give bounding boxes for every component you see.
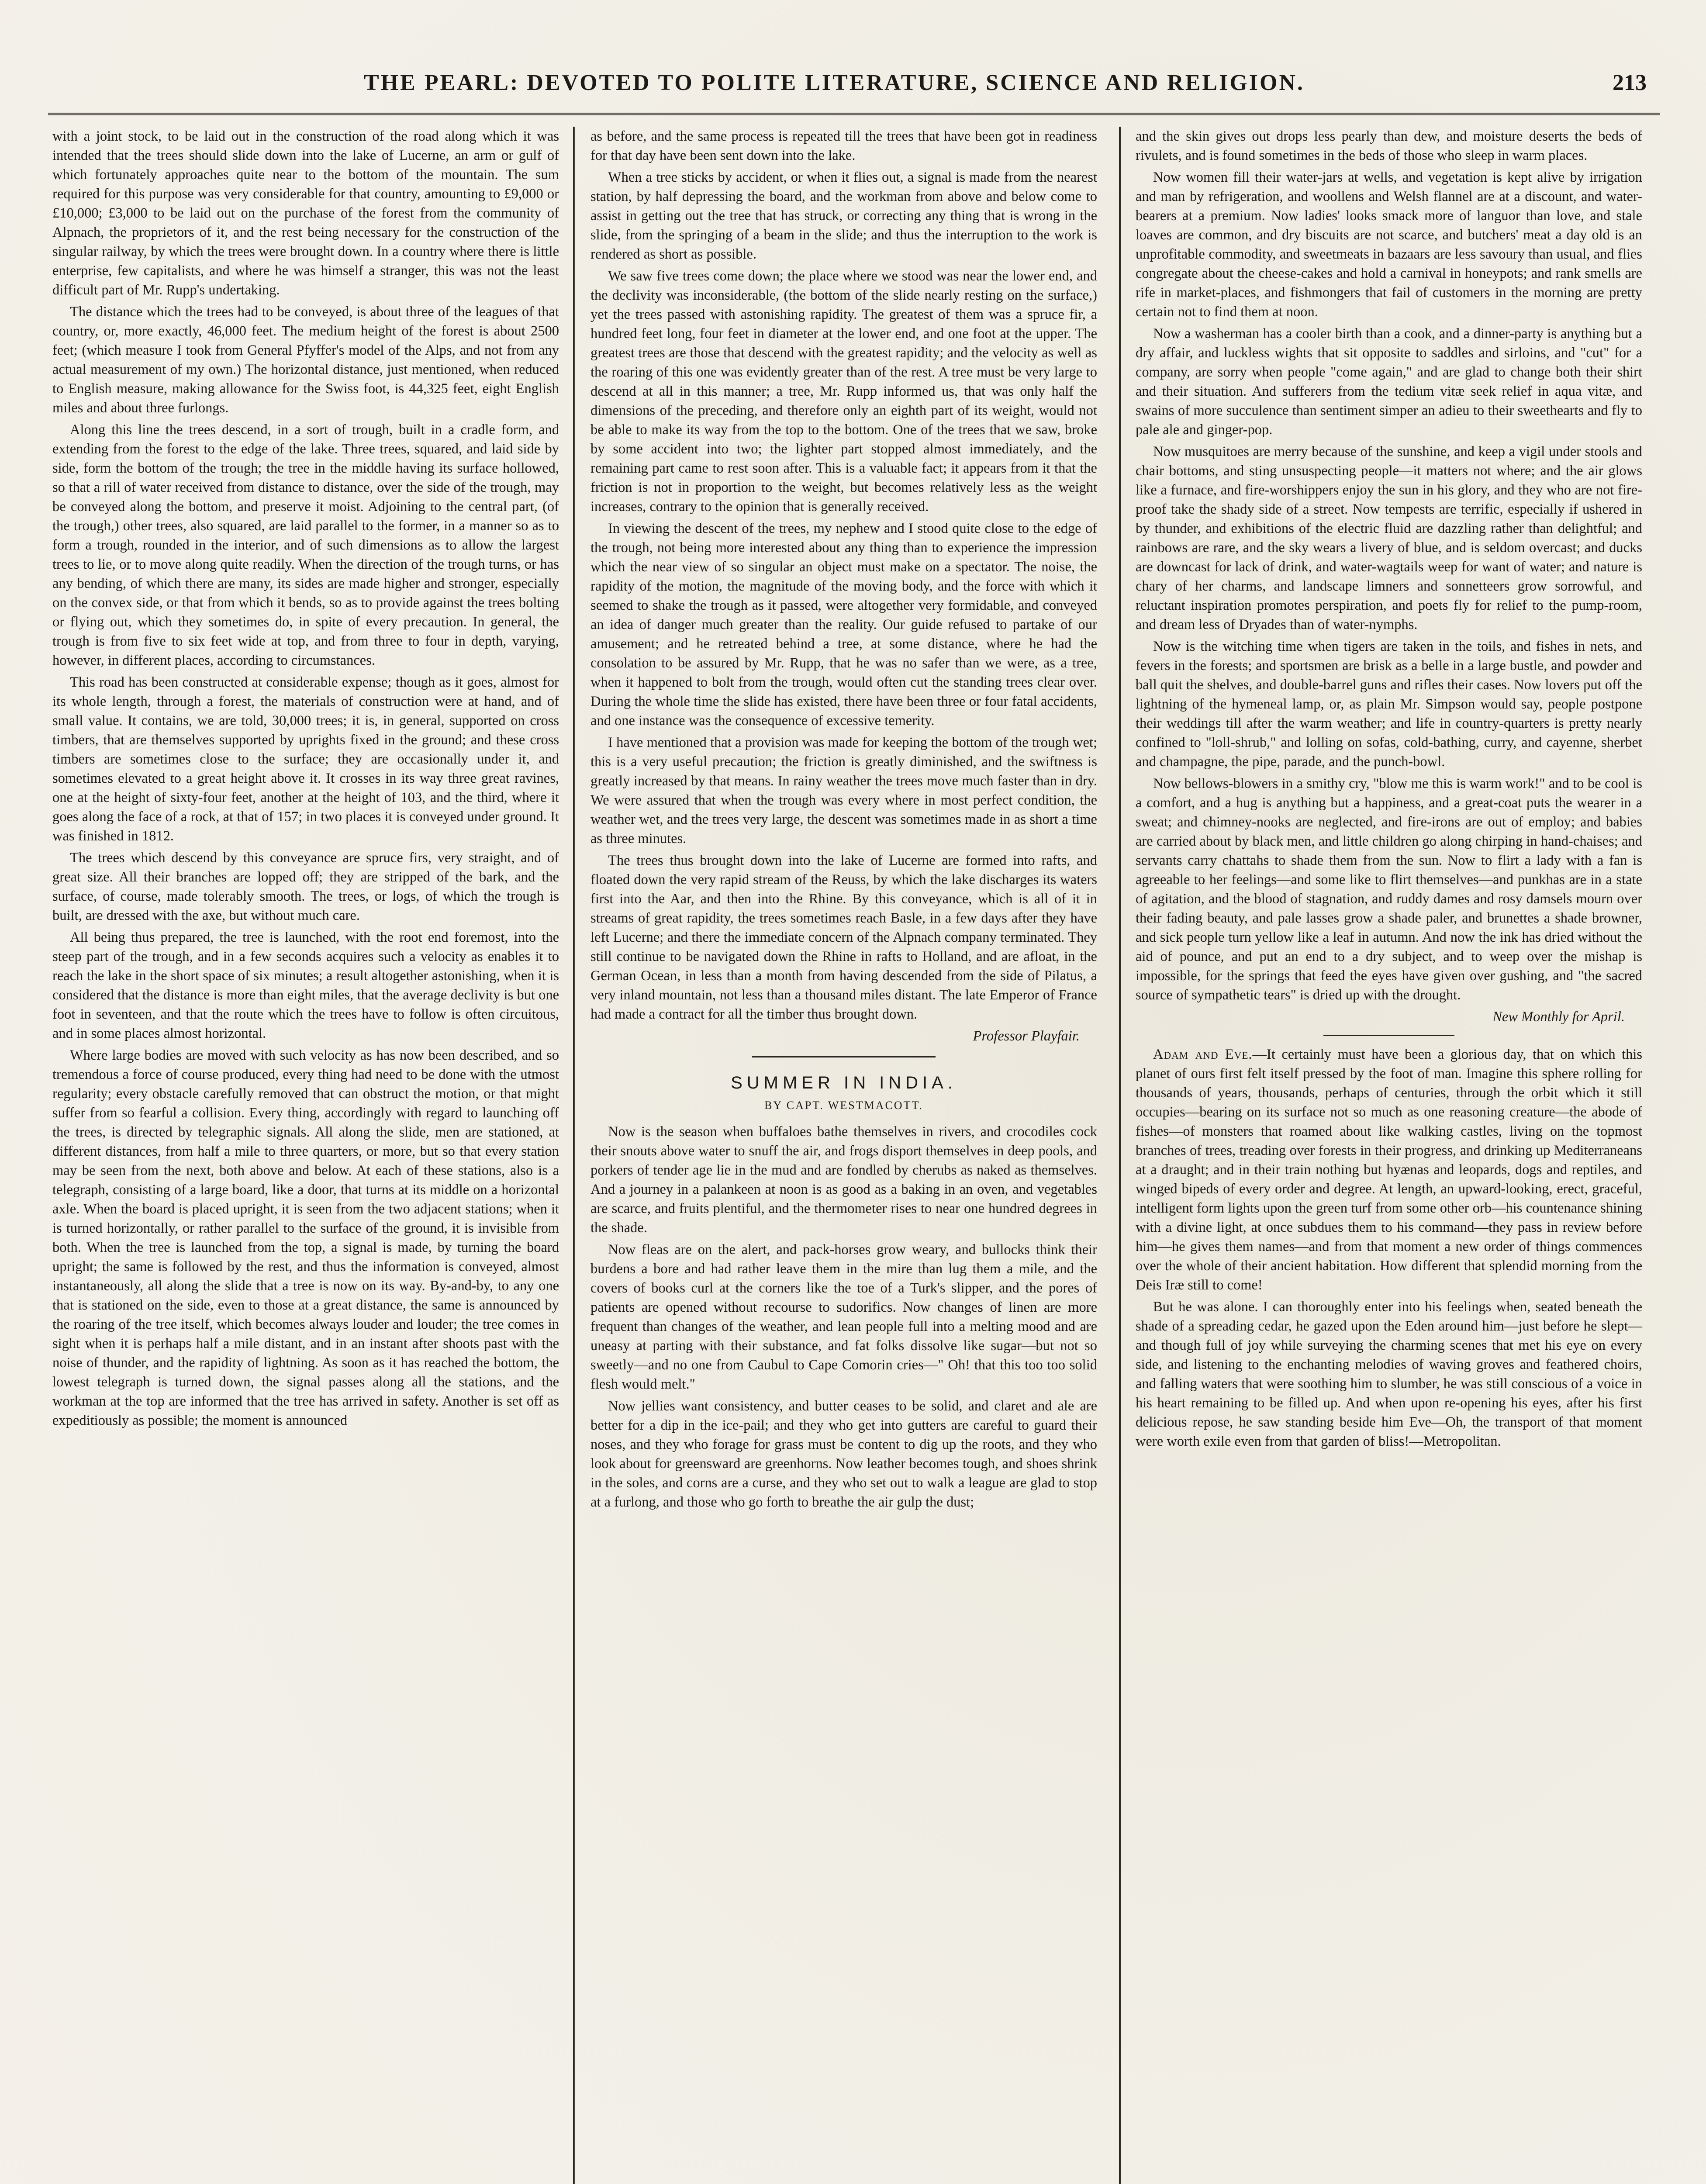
paragraph: Now a washerman has a cooler birth than a cook, and a dinner-party is anything but a dry affair, and luckless wights that sit opposite to saddles and sirloins, and "cut" for a company, are sorry when people "come again," and are glad to change both their shirt and their situation. And sufferers from the tedium vitæ seek relief in aqua vitæ, and swains of more succulence than sentiment simper an adieu to their sweethearts and fly to pale ale and ginger-pop. — [1136, 326, 1642, 438]
masthead-title: THE PEARL: DEVOTED TO POLITE LITERATURE, SCIENCE AND RELIGION. — [363, 70, 1305, 95]
signature-playfair: Professor Playfair. — [973, 1028, 1080, 1044]
section-rule — [1323, 1035, 1454, 1036]
paragraph: I have mentioned that a provision was made for keeping the bottom of the trough wet; this is a very useful precaution; the friction is greatly diminished, and the swiftness is greatly increased by that means. In rainy weather the trees move much faster than in dry. We were assured that when the trough was every where in most perfect condition, the weather wet, and the trees very large, the descent was sometimes made in as short a time as three minutes. — [591, 735, 1097, 847]
signature-new-monthly: New Monthly for April. — [1492, 1009, 1625, 1025]
article-lead-adam-and-eve: Adam and Eve. — [1153, 1047, 1253, 1062]
paragraph: Now is the season when buffaloes bathe themselves in rivers, and crocodiles cock their snouts above water to snuff the air, and frogs disport themselves in deep pools, and porkers of tender age lie in the mud and are fondled by cherubs as naked as themselves. And a journey in a palankeen at noon is as good as a baking in an oven, and vegetables are scarce, and fruits plentiful, and the thermometer rises to near one hundred degrees in the shade. — [591, 1124, 1097, 1236]
column-1 — [52, 127, 559, 1433]
paragraph: In viewing the descent of the trees, my nephew and I stood quite close to the edge of the trough, not being more interested about any thing than to experience the impression which the near view of so singular an object must make on a spectator. The noise, the rapidity of the motion, the magnitude of the moving body, and the force with which it seemed to shake the trough as it passed, were altogether very formidable, and conveyed an idea of danger much greater than the reality. Our guide refused to partake of our amusement; and he retreated behind a tree, at some distance, where he had the consolation to be assured by Mr. Rupp, that he was no safer than we were, as a tree, when it happened to bolt from the trough, would often cut the standing trees clear over. During the whole time the slide has existed, there have been three or four fatal accidents, and one instance was the consequence of excessive temerity. — [591, 521, 1097, 729]
paragraph: All being thus prepared, the tree is launched, with the root end foremost, into the steep part of the trough, and in a few seconds acquires such a velocity as enables it to reach the lake in the short space of six minutes; a result altogether astonishing, when it is considered that the distance is more than eight miles, that the average declivity is but one foot in seventeen, and that the route which the trees have to follow is often circuitous, and in some places almost horizontal. — [52, 930, 559, 1041]
column-2 — [591, 127, 1097, 1514]
column-3 — [1136, 127, 1642, 1454]
paragraph: The trees thus brought down into the lake of Lucerne are formed into rafts, and floated down the very rapid stream of the Reuss, by which the lake discharges its waters first into the Aar, and then into the Rhine. By this conveyance, which is all of it in streams of great rapidity, the trees sometimes reach Basle, in a few days after they have left Lucerne; and there the immediate concern of the Alpnach company terminated. They still continue to be navigated down the Rhine in rafts to Holland, and are afloat, in the German Ocean, in less than a month from having descended from the side of Pilatus, a very inland mountain, not less than a thousand miles distant. The late Emperor of France had made a contract for all the timber thus brought down. — [591, 853, 1097, 1022]
header-rule — [48, 113, 1660, 115]
paragraph: as before, and the same process is repeated till the trees that have been got in readiness for that day have been sent down into the lake. — [591, 128, 1097, 163]
paragraph: When a tree sticks by accident, or when it flies out, a signal is made from the nearest station, by half depressing the board, and the workman from above and below come to assist in getting out the tree that has struck, or correcting any thing that is wrong in the slide, from the springing of a beam in the slide; and thus the interruption to the work is rendered as short as possible. — [591, 169, 1097, 262]
paragraph: This road has been constructed at considerable expense; though as it goes, almost for its whole length, through a forest, the materials of construction were at hand, and of small value. It contains, we are told, 30,000 trees; it is, in general, supported on cross timbers, that are themselves supported by uprights fixed in the ground; and these cross timbers are sometimes close to the surface; they are occasionally under it, and sometimes elevated to a great height above it. It crosses in its way three great ravines, one at the height of sixty-four feet, another at the height of 103, and the third, where it goes along the face of a rock, at that of 157; in two places it is conveyed under ground. It was finished in 1812. — [52, 674, 559, 844]
paragraph: Where large bodies are moved with such velocity as has now been described, and so tremendous a force of course produced, every thing had need to be done with the utmost regularity; every obstacle carefully removed that can obstruct the motion, or that might suffer from so fearful a collision. Every thing, accordingly with regard to launching off the trees, is directed by telegraphic signals. All along the slide, men are stationed, at different distances, from half a mile to three quarters, or more, but so that every station may be seen from the next, both above and below. At each of these stations, also is a telegraph, consisting of a large board, like a door, that turns at its middle on a horizontal axle. When the board is placed upright, it is seen from the two adjacent stations; when it is turned horizontally, or rather parallel to the surface of the ground, it is invisible from both. When the tree is launched from the top, a signal is made, by turning the board upright; the same is followed by the rest, and thus the information is conveyed, almost instantaneously, all along the slide that a tree is now on its way. By-and-by, to any one that is stationed on the side, even to those at a great distance, the same is announced by the roaring of the tree itself, which becomes always louder and louder; the tree comes in sight when it is perhaps half a mile distant, and in an instant after shoots past with the noise of thunder, and the rapidity of lightning. As soon as it has reached the bottom, the lowest telegraph is turned down, the signal passes along all the stations, and the workman at the top are informed that the tree has arrived in safety. Another is set off as expeditiously as possible; the moment is announced — [52, 1047, 559, 1428]
column-divider-1 — [573, 127, 575, 2184]
paragraph: Now fleas are on the alert, and pack-horses grow weary, and bullocks think their burdens a bore and had rather leave them in the mire than lug them a mile, and the covers of books curl at the corners like the toe of a Turk's slipper, and the pores of patients are opened without recourse to sudorifics. Now changes of linen are more frequent than changes of the weather, and lean people full into a melting mood and are uneasy at parting with their substance, and fat folks dissolve like sugar—but not so sweetly—and no one from Caubul to Cape Comorin cries—" Oh! that this too too solid flesh would melt." — [591, 1242, 1097, 1392]
masthead — [48, 70, 1660, 109]
paragraph: Along this line the trees descend, in a sort of trough, built in a cradle form, and extending from the forest to the edge of the lake. Three trees, squared, and laid side by side, form the bottom of the trough; the tree in the middle having its surface hollowed, so that a rill of water received from distance to distance, over the side of the trough, may be conveyed along the bottom, and preserve it moist. Adjoining to the central part, (of the trough,) other trees, also squared, are laid parallel to the former, in a manner so as to form a trough, rounded in the interior, and of such dimensions as to allow the largest trees to lie, or to move along quite readily. When the direction of the trough turns, or has any bending, of which there are many, its sides are made higher and stronger, especially on the convex side, or that from which it bends, so as to provide against the trees bolting or flying out, which they sometimes do, in spite of every precaution. In general, the trough is from five to six feet wide at top, and from three to four in depth, varying, however, in different places, according to circumstances. — [52, 422, 559, 668]
section-rule — [752, 1056, 936, 1057]
paragraph: The trees which descend by this conveyance are spruce firs, very straight, and of great size. All their branches are lopped off; they are stripped of the bark, and the surface, of course, made tolerably smooth. The trees, or logs, of which the trough is built, are dressed with the axe, but without much care. — [52, 850, 559, 923]
page-number: 213 — [1613, 70, 1647, 95]
paragraph: The distance which the trees had to be conveyed, is about three of the leagues of that country, or, more exactly, 46,000 feet. The medium height of the forest is about 2500 feet; (which measure I took from General Pfyffer's model of the Alps, and not from any actual measurement of my own.) The horizontal distance, just mentioned, when reduced to English measure, making allowance for the Swiss foot, is 44,325 feet, eight English miles and about three furlongs. — [52, 304, 559, 416]
paragraph: Now jellies want consistency, and butter ceases to be solid, and claret and ale are better for a dip in the ice-pail; and they who get into gutters are careful to guard their noses, and they who forage for grass must be content to dig up the roots, and they who look about for greensward are greenhorns. Now leather becomes tough, and shoes shrink in the soles, and corns are a curse, and they who set out to walk a league are glad to stop at a furlong, and those who go forth to breathe the air gulp the dust; — [591, 1398, 1097, 1510]
paragraph: Now bellows-blowers in a smithy cry, "blow me this is warm work!" and to be cool is a comfort, and a hug is anything but a happiness, and a great-coat puts the wearer in a sweat; and chimney-nooks are neglected, and fire-irons are out of employ; and babies are carried about by black men, and little children go along chirping in hand-chaises; and servants carry chattahs to shade them from the sun. Now to flirt a lady with a fan is agreeable to her feelings—and some like to flirt themselves—and punkhas are in a state of agitation, and the blood of stagnation, and ruddy dames and rosy damsels mourn over their fading beauty, and pale lasses grow a shade paler, and brunettes a shade browner, and sick people turn yellow like a leaf in autumn. And now the ink has dried without the aid of pounce, and put an end to a dry subject, and to weep over the mishap is impossible, for the springs that feed the eyes have given over gushing, and "the sacred source of sympathetic tears" is dried up with the drought. — [1136, 776, 1642, 1003]
article-heading-summer-in-india: SUMMER IN INDIA. — [731, 1073, 957, 1092]
paragraph-text: —It certainly must have been a glorious day, that on which this planet of ours first felt itself pressed by the foot of man. Imagine this sphere rolling for thousands of years, thousands, perhaps of centuries, through the orbit which it still occupies—bearing on its surface not so much as one reasoning creature—the abode of fishes—of monsters that roamed about like walking castles, living on the topmost branches of trees, treading over forests in their progress, and drinking up Mediterraneans at a draught; and in their train nothing but hyænas and leopards, dogs and reptiles, and winged bipeds of every order and degree. At length, an upward-looking, erect, graceful, intelligent form lights upon the green turf from some other orb—his countenance shining with a divine light, at once subdues them to his command—they pass in review before him—he gives them names—and from that moment a new order of things commences over the whole of their ancient habitation. How different that splendid morning from the Deis Iræ still to come! — [1136, 1047, 1642, 1293]
paragraph: But he was alone. I can thoroughly enter into his feelings when, seated beneath the shade of a spreading cedar, he gazed upon the Eden around him—just before he slept—and though full of joy while surveying the charming scenes that met his eye on every side, and listening to the enchanting melodies of waving groves and feathered choirs, and falling waters that were soothing him to slumber, he was still conscious of a voice in his heart remaining to be filled up. And when upon re-opening his eyes, after his first delicious repose, he saw standing beside him Eve—Oh, the transport of that moment were worth exile even from that garden of bliss!—Metropolitan. — [1136, 1299, 1642, 1449]
paragraph-adam-and-eve — [1136, 1045, 1642, 1295]
paragraph: We saw five trees come down; the place where we stood was near the lower end, and the declivity was inconsiderable, (the bottom of the slide nearly resting on the surface,) yet the trees passed with astonishing rapidity. The greatest of them was a spruce fir, a hundred feet long, four feet in diameter at the lower end, and one foot at the upper. The greatest trees are those that descend with the greatest rapidity; and the velocity as well as the roaring of this one was evidently greater than of the rest. A tree must be very large to descend at all in this manner; a tree, Mr. Rupp informed us, that was only half the dimensions of the preceding, and therefore only an eighth part of its weight, would not be able to make its way from the top to the bottom. One of the trees that we saw, broke by some accident into two; the lighter part stopped almost immediately, and the remaining part came to rest soon after. This is a valuable fact; it appears from it that the friction is not in proportion to the weight, but becomes relatively less as the weight increases, contrary to the opinion that is generally received. — [591, 268, 1097, 515]
paragraph: and the skin gives out drops less pearly than dew, and moisture deserts the beds of rivulets, and is found sometimes in the beds of those who sleep in warm places. — [1136, 128, 1642, 163]
paragraph: with a joint stock, to be laid out in the construction of the road along which it was intended that the trees should slide down into the lake of Lucerne, an arm or gulf of which fortunately approaches quite near to the bottom of the mountain. The sum required for this purpose was very considerable for that country, amounting to £9,000 or £10,000; £3,000 to be laid out on the purchase of the forest from the community of Alpnach, the proprietors of it, and the rest being necessary for the construction of the singular railway, by which the trees were brought down. In a country where there is little enterprise, few capitalists, and where he was himself a stranger, this was not the least difficult part of Mr. Rupp's undertaking. — [52, 128, 559, 298]
paragraph: Now is the witching time when tigers are taken in the toils, and fishes in nets, and fevers in the forests; and sportsmen are brisk as a belle in a large bustle, and powder and ball quit the shelves, and double-barrel guns and rifles their cases. Now lovers put off the lightning of the hymeneal lamp, or, as plain Mr. Simpson would say, people postpone their weddings till after the warm weather; and life in country-quarters is pretty nearly confined to "loll-shrub," and lolling on sofas, cold-bathing, curry, and cayenne, sherbet and champagne, the pipe, parade, and the punch-bowl. — [1136, 639, 1642, 770]
article-byline: BY CAPT. WESTMACOTT. — [764, 1099, 923, 1112]
paragraph: Now women fill their water-jars at wells, and vegetation is kept alive by irrigation and man by refrigeration, and woollens and Welsh flannel are at a discount, and water-bearers at a premium. Now ladies' looks smack more of languor than love, and stale loaves are common, and dry biscuits are not scarce, and butchers' meat a day old is an unprofitable commodity, and sweetmeats in bazaars are less savoury than usual, and flies congregate about the cheese-cakes and hold a carnival in honeypots; and rank smells are rife in market-places, and fishmongers that fail of customers in the morning are pretty certain not to find them at noon. — [1136, 169, 1642, 320]
paragraph: Now musquitoes are merry because of the sunshine, and keep a vigil under stools and chair bottoms, and sting unsuspecting people—it matters not where; and the air glows like a furnace, and fire-worshippers enjoy the sun in his glory, and they who are not fire-proof take the shady side of a street. Now tempests are terrific, especially if ushered in by thunder, and exhibitions of the electric fluid are dazzling rather than delightful; and rainbows are rare, and the sky wears a livery of blue, and is seldom overcast; and ducks are downcast for lack of drink, and water-wagtails weep for want of water; and nature is chary of her charms, and landscape limners and sonnetteers grow sorrowful, and reluctant inspiration promotes perspiration, and poets fly for relief to the pump-room, and dream less of Dryades than of water-nymphs. — [1136, 444, 1642, 632]
column-divider-2 — [1119, 127, 1121, 2184]
